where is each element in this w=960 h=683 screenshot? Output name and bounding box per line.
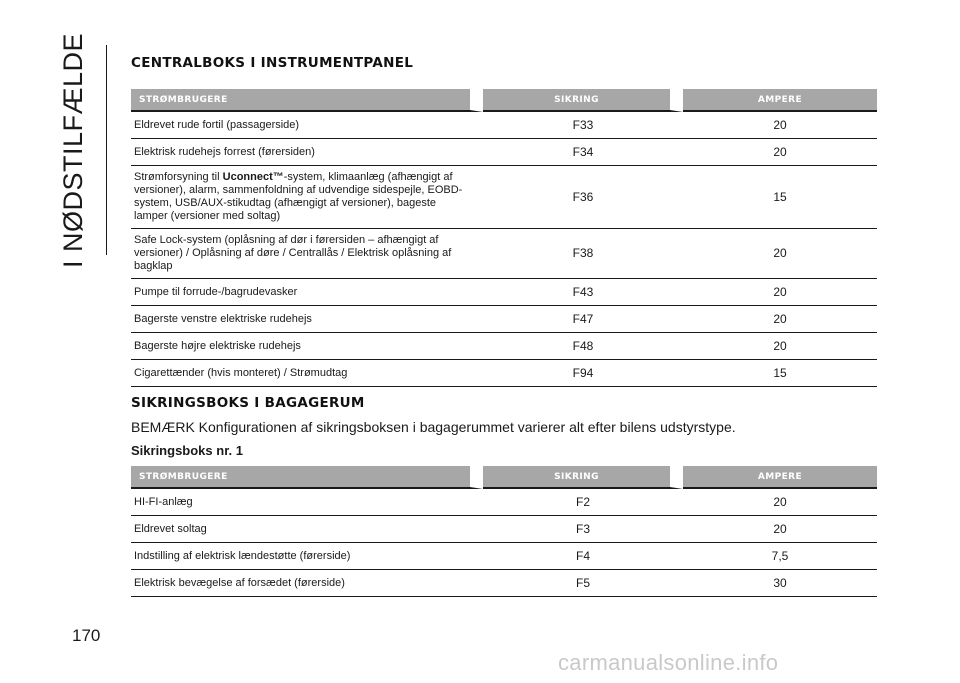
cell-user: [131, 306, 483, 333]
table-row: [131, 570, 877, 597]
cell-user: [131, 229, 483, 279]
cell-user-text: Strømforsyning til: [134, 171, 223, 183]
table-row: [131, 489, 877, 516]
cell-ampere: 20: [683, 279, 877, 306]
cell-ampere: 30: [683, 570, 877, 597]
section-title-dashboard-fusebox: CENTRALBOKS I INSTRUMENTPANEL: [131, 55, 414, 71]
cell-user: Eldrevet soltag: [131, 516, 483, 543]
cell-fuse: F2: [483, 489, 683, 516]
cell-user: HI-FI-anlæg: [131, 489, 483, 516]
table-header-row: [131, 466, 877, 489]
cell-ampere: 7,5: [683, 543, 877, 570]
table-header-row: [131, 89, 877, 112]
column-header-ampere: AMPERE: [683, 89, 877, 112]
page-content: [131, 55, 877, 597]
column-header-ampere: AMPERE: [683, 466, 877, 489]
cell-user: [131, 279, 483, 306]
cell-user: Elektrisk bevægelse af forsædet (førerside): [131, 570, 483, 597]
cell-ampere: 20: [683, 306, 877, 333]
table-row: [131, 279, 877, 306]
column-header-user: STRØMBRUGERE: [131, 89, 483, 112]
cell-ampere: 20: [683, 112, 877, 139]
table-row: [131, 139, 877, 166]
cell-fuse: F47: [483, 306, 683, 333]
cell-ampere: 20: [683, 229, 877, 279]
cell-user: [131, 112, 483, 139]
table-row: [131, 516, 877, 543]
cell-fuse: F5: [483, 570, 683, 597]
cell-fuse: F3: [483, 516, 683, 543]
cell-user-text-cont: -system, klimaanlæg (afhængigt af versioner), alarm, sammenfoldning af udvendige sidespejle, EOBD-system, USB/AUX-stikudtag (afhængigt af versioner), bageste lamper (versioner med soltag): [134, 171, 463, 222]
cell-user: [131, 333, 483, 360]
cell-user-text: Cigarettænder (hvis monteret) / Strømudtag: [134, 366, 348, 379]
cell-user-text: Bagerste højre elektriske rudehejs: [134, 339, 301, 352]
table-row: [131, 306, 877, 333]
chapter-divider: [106, 45, 107, 255]
cell-user-text: Safe Lock-system (oplåsning af dør i førersiden – afhængigt af versioner) / Oplåsning af døre / Centrallås / Elektrisk oplåsning af bagklap: [134, 234, 452, 272]
brand-name: Uconnect™: [222, 171, 284, 183]
cell-user-text: Eldrevet rude fortil (passagerside): [134, 118, 300, 131]
cell-user-text: Elektrisk rudehejs forrest (førersiden): [134, 145, 315, 158]
column-header-fuse: SIKRING: [483, 89, 683, 112]
cell-ampere: 15: [683, 166, 877, 229]
cell-fuse: F36: [483, 166, 683, 229]
cell-fuse: F43: [483, 279, 683, 306]
cell-ampere: 20: [683, 333, 877, 360]
cell-ampere: 20: [683, 489, 877, 516]
table-row: [131, 112, 877, 139]
table-row: [131, 333, 877, 360]
cell-user: [131, 360, 483, 387]
chapter-title: I NØDSTILFÆLDE: [58, 32, 88, 268]
trunk-fuse-table: [131, 466, 877, 597]
table-row: [131, 543, 877, 570]
dashboard-fuse-table: [131, 89, 877, 387]
cell-ampere: 20: [683, 139, 877, 166]
watermark: carmanualsonline.info: [558, 650, 779, 675]
fusebox-subtitle: Sikringsboks nr. 1: [131, 443, 243, 458]
cell-fuse: F38: [483, 229, 683, 279]
section-title-trunk-fusebox: SIKRINGSBOKS I BAGAGERUM: [131, 395, 365, 411]
cell-fuse: F48: [483, 333, 683, 360]
cell-user: Indstilling af elektrisk lændestøtte (førerside): [131, 543, 483, 570]
cell-user-text: Pumpe til forrude-/bagrudevasker: [134, 285, 298, 298]
table-row: [131, 360, 877, 387]
column-header-fuse: SIKRING: [483, 466, 683, 489]
configuration-note: BEMÆRK Konfigurationen af sikringsboksen i bagagerummet varierer alt efter bilens udstyrstype.: [131, 419, 736, 435]
column-header-user: STRØMBRUGERE: [131, 466, 483, 489]
cell-ampere: 20: [683, 516, 877, 543]
table-row: [131, 166, 877, 229]
cell-user: [131, 139, 483, 166]
cell-user: [131, 166, 483, 229]
cell-fuse: F33: [483, 112, 683, 139]
table-row: [131, 229, 877, 279]
cell-fuse: F94: [483, 360, 683, 387]
cell-user-text: Bagerste venstre elektriske rudehejs: [134, 312, 312, 325]
cell-fuse: F34: [483, 139, 683, 166]
cell-ampere: 15: [683, 360, 877, 387]
cell-fuse: F4: [483, 543, 683, 570]
page-number: 170: [72, 626, 101, 645]
